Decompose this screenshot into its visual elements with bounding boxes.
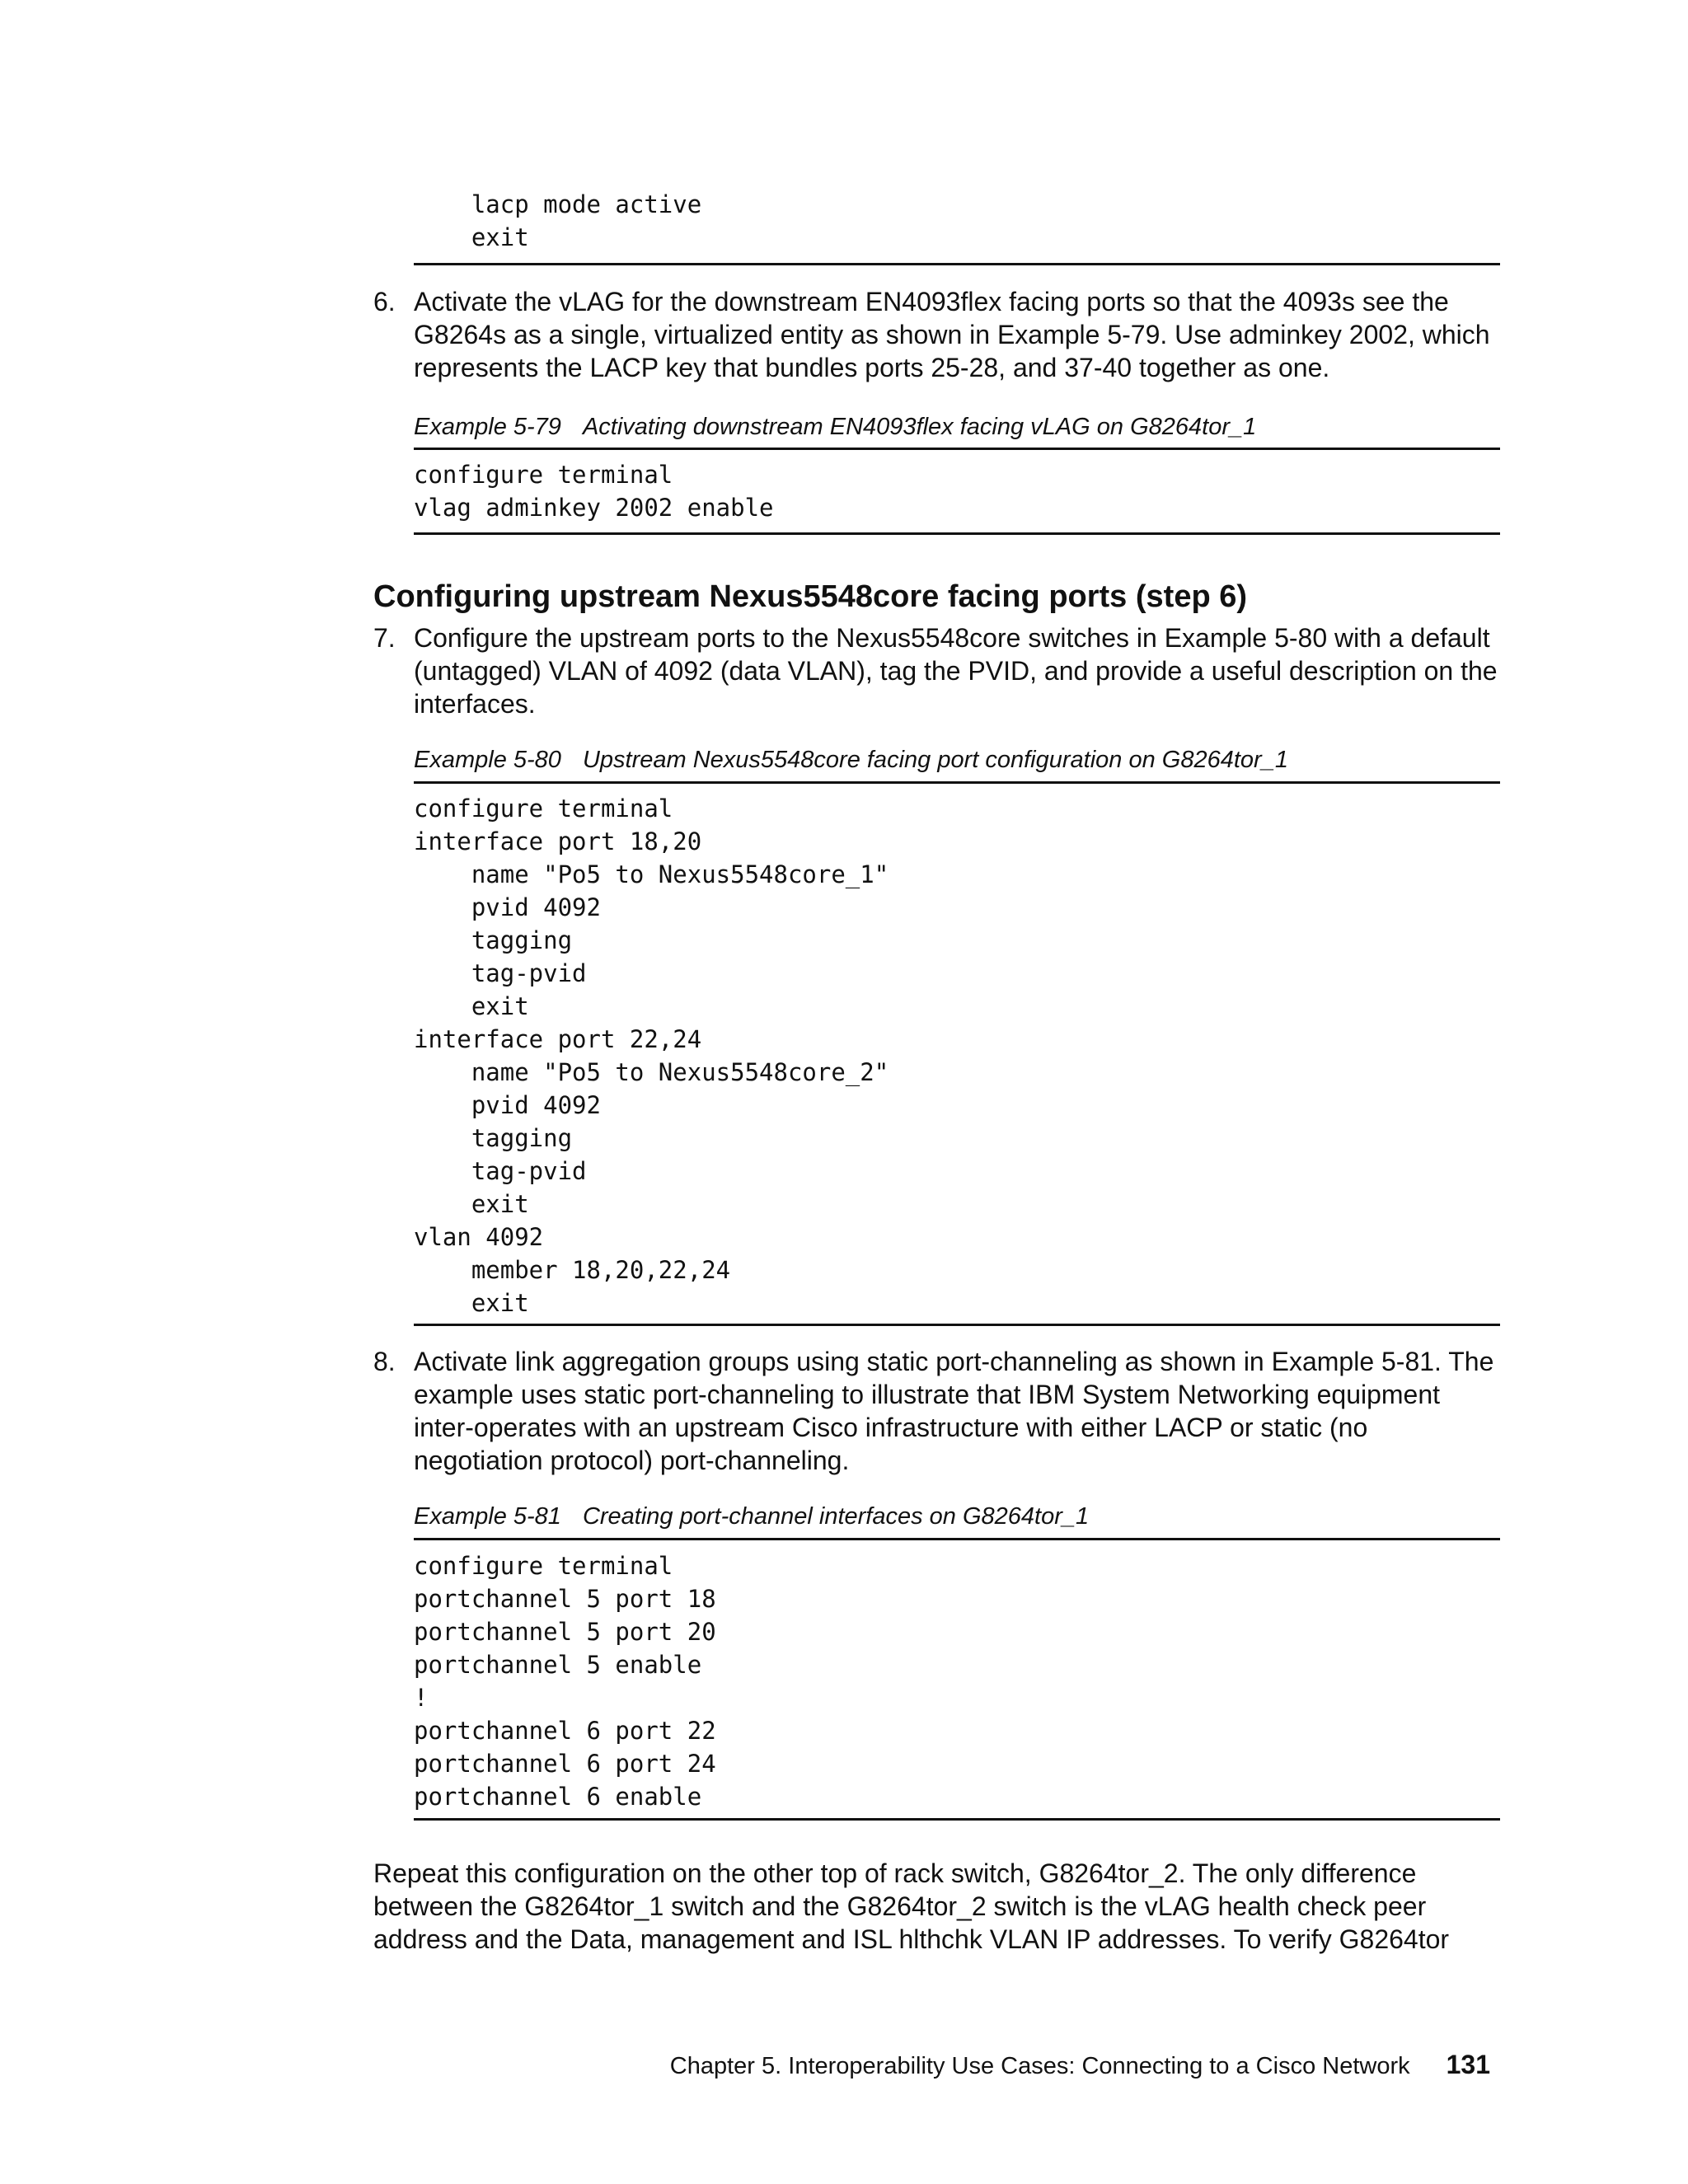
code-rule-top [414,781,1500,784]
code-rule-bottom [414,532,1500,535]
code-rule-bottom [414,1818,1500,1821]
example-title: Activating downstream EN4093flex facing vLAG on G8264tor_1 [582,414,1257,440]
code-block-continuation: lacp mode active exit [471,190,702,251]
step-text: Activate link aggregation groups using static port-channeling as shown in Example 5-81. The example uses static port-channeling to illustrate that IBM System Networking equipment inter-operates with an upstream Cisco infrastructure with either LACP or static (no negotiation protocol) port-channeling. [414,1347,1494,1475]
example-title: Upstream Nexus5548core facing port configuration on G8264tor_1 [582,747,1288,773]
step-number: 8. [373,1347,396,1376]
example-caption [414,412,1256,442]
example-caption [414,1502,1089,1531]
step-number: 6. [373,287,396,316]
step-number: 7. [373,623,396,653]
page-footer [670,2050,1490,2081]
example-title: Creating port-channel interfaces on G8264tor_1 [582,1503,1090,1530]
step-6 [373,285,1503,384]
step-8 [373,1345,1503,1477]
step-text: Configure the upstream ports to the Nexus5548core switches in Example 5-80 with a default (untagged) VLAN of 4092 (data VLAN), tag the PVID, and provide a useful description on the interfaces. [414,623,1498,719]
step-text: Activate the vLAG for the downstream EN4093flex facing ports so that the 4093s see the G8264s as a single, virtualized entity as shown in Example 5-79. Use adminkey 2002, which represents the LACP key that bundles ports 25-28, and 37-40 together as one. [414,287,1490,382]
example-caption [414,745,1288,775]
code-rule-bottom [414,1324,1500,1326]
code-rule-top [414,1538,1500,1540]
section-heading: Configuring upstream Nexus5548core facing ports (step 6) [373,579,1248,614]
code-rule-bottom [414,263,1500,265]
code-block-example-5-79: configure terminal vlag adminkey 2002 enable [414,461,774,522]
code-block-example-5-80: configure terminal interface port 18,20 name "Po5 to Nexus5548core_1" pvid 4092 tagging tag-pvid exit interface port 22,24 name "Po5 to Nexus5548core_2" pvid 4092 tagging tag-pvid exit vlan 4092 member 18,20,22,24 exit [414,794,889,1317]
code-block-example-5-81: configure terminal portchannel 5 port 18 portchannel 5 port 20 portchannel 5 enable ! portchannel 6 port 22 portchannel 6 port 24 portchannel 6 enable [414,1552,716,1811]
code-rule-top [414,448,1500,450]
example-label: Example 5-81 [414,1503,561,1530]
closing-paragraph: Repeat this configuration on the other top of rack switch, G8264tor_2. The only difference between the G8264tor_1 switch and the G8264tor_2 switch is the vLAG health check peer address and the Data, management and ISL hlthchk VLAN IP addresses. To verify G8264tor [373,1858,1450,1954]
step-7 [373,621,1503,720]
example-label: Example 5-80 [414,747,561,773]
footer-chapter-title: Chapter 5. Interoperability Use Cases: Connecting to a Cisco Network [669,2053,1410,2079]
example-label: Example 5-79 [414,414,561,440]
page-number: 131 [1446,2050,1490,2079]
